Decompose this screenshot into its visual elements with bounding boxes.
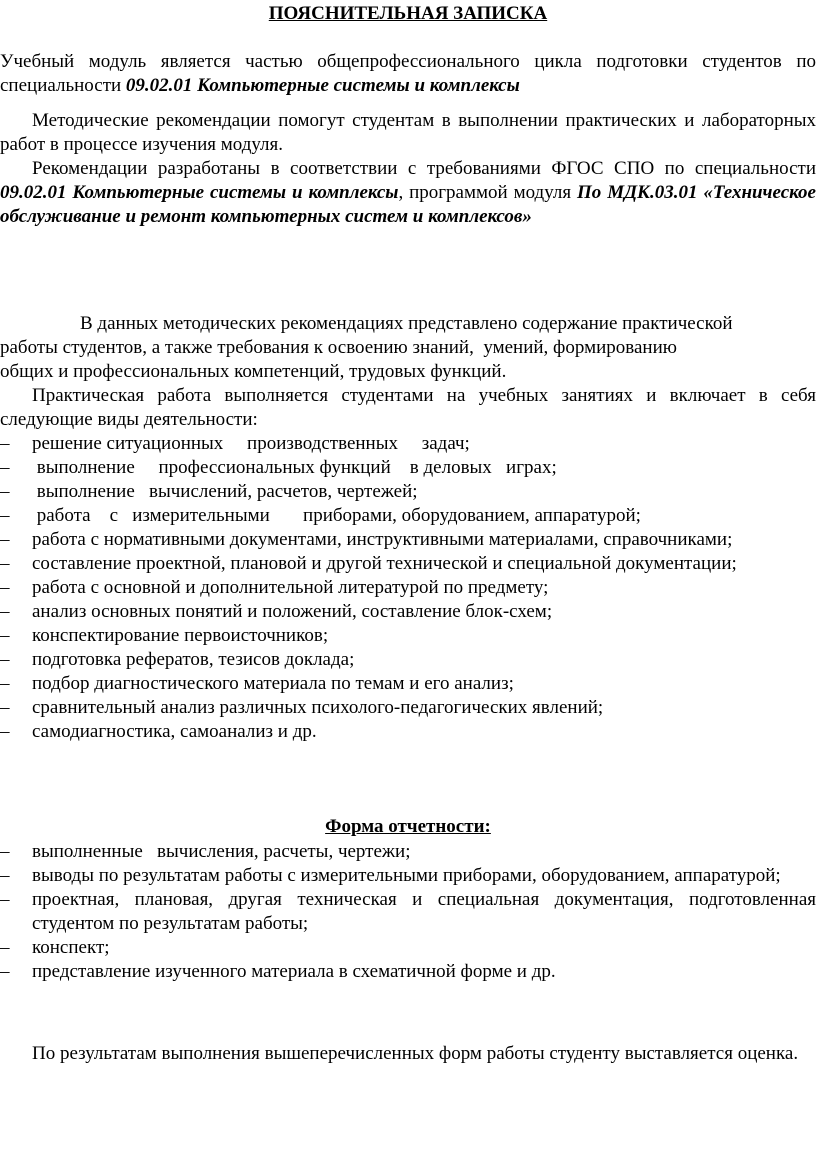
intro-paragraph [0, 50, 816, 98]
list-item: – самодиагностика, самоанализ и др. [0, 721, 317, 742]
list-item: – проектная, плановая, другая техническая и специальная документация, подготовленная студентом по результатам работы; [0, 889, 816, 934]
specialty-name: 09.02.01 Компьютерные системы и комплексы [125, 75, 520, 96]
report-list [0, 840, 816, 984]
list-item: – составление проектной, плановой и другой технической и специальной документации; [0, 553, 737, 574]
list-item: – представление изученного материала в схематичной форме и др. [0, 961, 556, 982]
list-item: – подбор диагностического материала по темам и его анализ; [0, 673, 514, 694]
list-item: – конспект; [0, 937, 110, 958]
content-line-1: В данных методических рекомендациях представлено содержание практической [80, 313, 733, 334]
list-item: – выполнение профессиональных функций в деловых играх; [0, 457, 557, 478]
list-item: – сравнительный анализ различных психолого-педагогических явлений; [0, 697, 604, 718]
recommendations-specialty: 09.02.01 Компьютерные системы и комплексы [0, 182, 399, 203]
list-item: – выполненные вычисления, расчеты, чертежи; [0, 841, 411, 862]
content-line-2: работы студентов, а также требования к освоению знаний, умений, формированию [0, 337, 677, 358]
final-paragraph: По результатам выполнения вышеперечисленных форм работы студенту выставляется оценка. [32, 1043, 799, 1064]
report-title: Форма отчетности: [325, 816, 491, 837]
module-name: По МДК.03.01 «Техническое обслуживание и ремонт компьютерных систем и комплексов» [0, 182, 816, 227]
content-line-3: общих и профессиональных компетенций, трудовых функций. [0, 361, 507, 382]
list-item: – анализ основных понятий и положений, составление блок-схем; [0, 601, 553, 622]
content-paragraph [0, 312, 816, 384]
list-item: – решение ситуационных производственных задач; [0, 433, 470, 454]
list-item: – конспектирование первоисточников; [0, 625, 329, 646]
activities-list [0, 432, 816, 744]
recommendations-paragraph [0, 157, 816, 229]
list-item: – подготовка рефератов, тезисов доклада; [0, 649, 355, 670]
recommendations-middle: , программой модуля [398, 182, 578, 203]
page-title: ПОЯСНИТЕЛЬНАЯ ЗАПИСКА [268, 3, 548, 24]
recommendations-text: Рекомендации разработаны в соответствии с требованиями ФГОС СПО по специальности [32, 158, 816, 179]
list-item: – работа с измерительными приборами, оборудованием, аппаратурой; [0, 505, 641, 526]
list-item: – работа с нормативными документами, инструктивными материалами, справочниками; [0, 529, 733, 550]
method-paragraph: Методические рекомендации помогут студентам в выполнении практических и лабораторных работ в процессе изучения модуля. [0, 110, 816, 155]
list-item: – выводы по результатам работы с измерительными приборами, оборудованием, аппаратурой; [0, 865, 781, 886]
activities-intro: Практическая работа выполняется студентами на учебных занятиях и включает в себя следующие виды деятельности: [0, 385, 816, 430]
list-item: – работа с основной и дополнительной литературой по предмету; [0, 577, 549, 598]
intro-text: Учебный модуль является частью общепрофессионального цикла подготовки студентов по специальности [0, 51, 816, 96]
list-item: – выполнение вычислений, расчетов, чертежей; [0, 481, 418, 502]
